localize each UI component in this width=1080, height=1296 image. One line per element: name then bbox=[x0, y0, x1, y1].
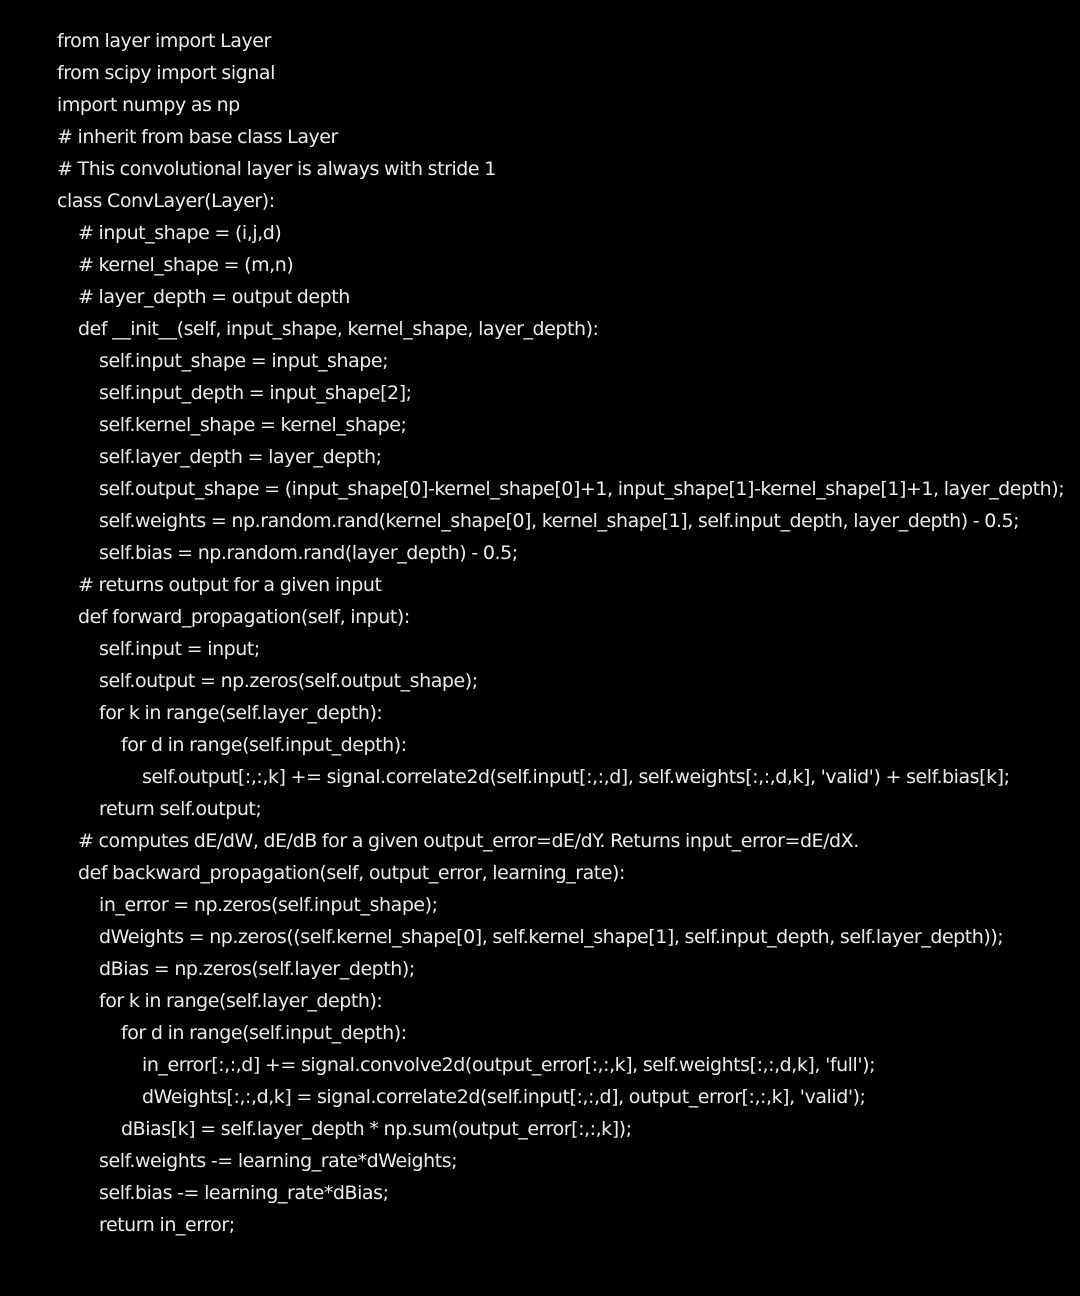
code-line: self.layer_depth = layer_depth; bbox=[99, 446, 382, 468]
code-line: from layer import Layer bbox=[57, 30, 271, 52]
code-line: dBias[k] = self.layer_depth * np.sum(output_error[:,:,k]); bbox=[121, 1118, 632, 1140]
code-line: self.bias = np.random.rand(layer_depth) - 0.5; bbox=[99, 542, 518, 564]
code-line: self.input_shape = input_shape; bbox=[99, 350, 389, 372]
code-line: dWeights[:,:,d,k] = signal.correlate2d(self.input[:,:,d], output_error[:,:,k], 'valid'); bbox=[142, 1086, 866, 1108]
code-line: return in_error; bbox=[99, 1214, 235, 1236]
code-line: self.output[:,:,k] += signal.correlate2d(self.input[:,:,d], self.weights[:,:,d,k], 'valid') + self.bias[k]; bbox=[142, 766, 1010, 788]
code-line: self.bias -= learning_rate*dBias; bbox=[99, 1182, 389, 1204]
code-comment-line: # This convolutional layer is always with stride 1 bbox=[57, 158, 496, 180]
code-line: from scipy import signal bbox=[57, 62, 275, 84]
code-line: def forward_propagation(self, input): bbox=[78, 606, 410, 628]
code-line: in_error = np.zeros(self.input_shape); bbox=[99, 894, 438, 916]
code-line: self.output = np.zeros(self.output_shape); bbox=[99, 670, 478, 692]
code-line: self.input_depth = input_shape[2]; bbox=[99, 382, 412, 404]
code-line: def __init__(self, input_shape, kernel_shape, layer_depth): bbox=[78, 318, 599, 340]
code-line: dBias = np.zeros(self.layer_depth); bbox=[99, 958, 415, 980]
code-line: self.weights = np.random.rand(kernel_shape[0], kernel_shape[1], self.input_depth, layer_depth) - 0.5; bbox=[99, 510, 1020, 532]
code-line: for k in range(self.layer_depth): bbox=[99, 990, 383, 1012]
code-line: in_error[:,:,d] += signal.convolve2d(output_error[:,:,k], self.weights[:,:,d,k], 'full'); bbox=[142, 1054, 876, 1076]
code-line: self.kernel_shape = kernel_shape; bbox=[99, 414, 407, 436]
code-comment-line: # inherit from base class Layer bbox=[57, 126, 338, 148]
code-line: for d in range(self.input_depth): bbox=[121, 1022, 407, 1044]
code-line: for d in range(self.input_depth): bbox=[121, 734, 407, 756]
code-line: import numpy as np bbox=[57, 94, 240, 116]
code-comment-line: # input_shape = (i,j,d) bbox=[78, 222, 282, 244]
code-comment-line: # kernel_shape = (m,n) bbox=[78, 254, 294, 276]
code-line: for k in range(self.layer_depth): bbox=[99, 702, 383, 724]
code-line: class ConvLayer(Layer): bbox=[57, 190, 275, 212]
code-comment-line: # layer_depth = output depth bbox=[78, 286, 350, 308]
code-line: def backward_propagation(self, output_error, learning_rate): bbox=[78, 862, 625, 884]
code-line: return self.output; bbox=[99, 798, 262, 820]
code-comment-line: # computes dE/dW, dE/dB for a given output_error=dE/dY. Returns input_error=dE/dX. bbox=[78, 830, 859, 852]
code-line: self.weights -= learning_rate*dWeights; bbox=[99, 1150, 458, 1172]
code-line: self.input = input; bbox=[99, 638, 260, 660]
code-line: dWeights = np.zeros((self.kernel_shape[0], self.kernel_shape[1], self.input_depth, self.layer_depth)); bbox=[99, 926, 1004, 948]
code-line: self.output_shape = (input_shape[0]-kernel_shape[0]+1, input_shape[1]-kernel_shape[1]+1, layer_depth); bbox=[99, 478, 1065, 500]
code-comment-line: # returns output for a given input bbox=[78, 574, 382, 596]
